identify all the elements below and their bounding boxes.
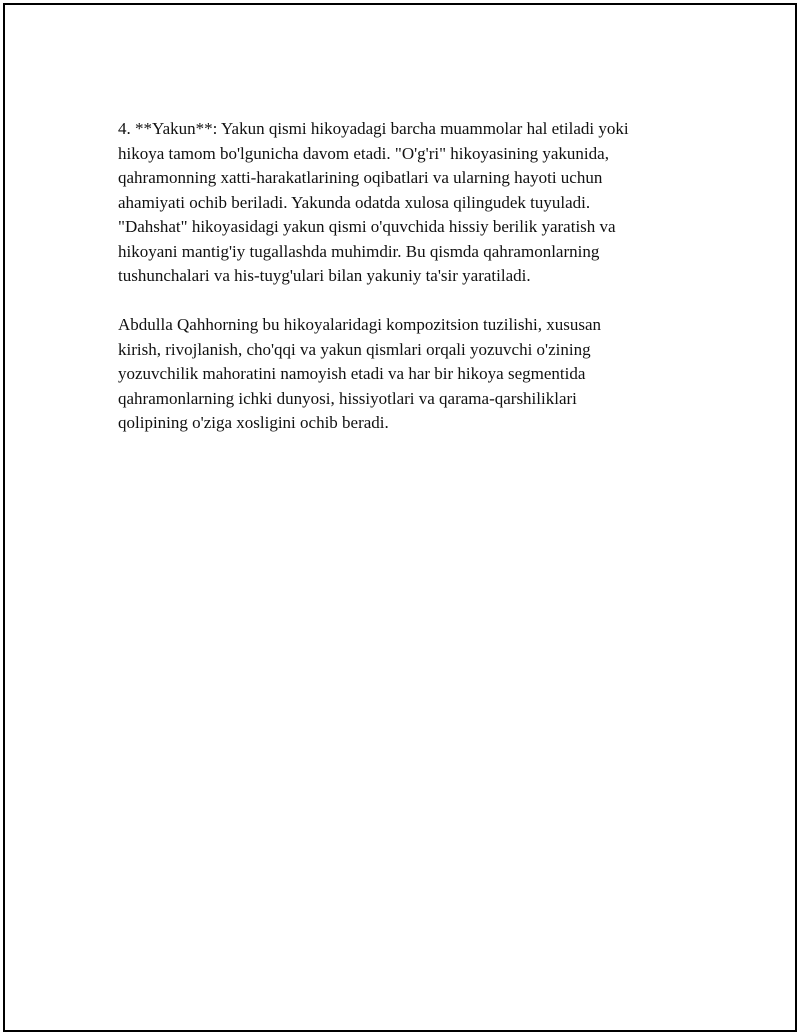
- paragraph-yakun: [118, 117, 698, 289]
- text-line: qolipining o'ziga xosligini ochib beradi.: [118, 413, 389, 432]
- text-line: Abdulla Qahhorning bu hikoyalaridagi kompozitsion tuzilishi, xususan: [118, 315, 602, 334]
- text-line: 4. **Yakun**: Yakun qismi hikoyadagi barcha muammolar hal etiladi yoki: [118, 119, 629, 138]
- text-line: tushunchalari va his-tuyg'ulari bilan yakuniy ta'sir yaratiladi.: [118, 266, 531, 285]
- text-line: kirish, rivojlanish, cho'qqi va yakun qismlari orqali yozuvchi o'zining: [118, 339, 591, 359]
- text-line: qahramonlarning ichki dunyosi, hissiyotlari va qarama-qarshiliklari: [118, 388, 577, 408]
- text-line: qahramonning xatti-harakatlarining oqibatlari va ularning hayoti uchun: [118, 168, 603, 187]
- text-line: yozuvchilik mahoratini namoyish etadi va har bir hikoya segmentida: [118, 364, 586, 383]
- text-line: hikoyani mantig'iy tugallashda muhimdir. Bu qismda qahramonlarning: [118, 241, 600, 261]
- text-line: hikoya tamom bo'lgunicha davom etadi. "O'g'ri" hikoyasining yakunida,: [118, 143, 609, 163]
- paragraph-conclusion: [118, 313, 698, 436]
- document-body: [118, 117, 698, 460]
- text-line: ahamiyati ochib beriladi. Yakunda odatda xulosa qilingudek tuyuladi.: [118, 192, 591, 212]
- text-line: "Dahshat" hikoyasidagi yakun qismi o'quvchida hissiy berilik yaratish va: [118, 217, 616, 236]
